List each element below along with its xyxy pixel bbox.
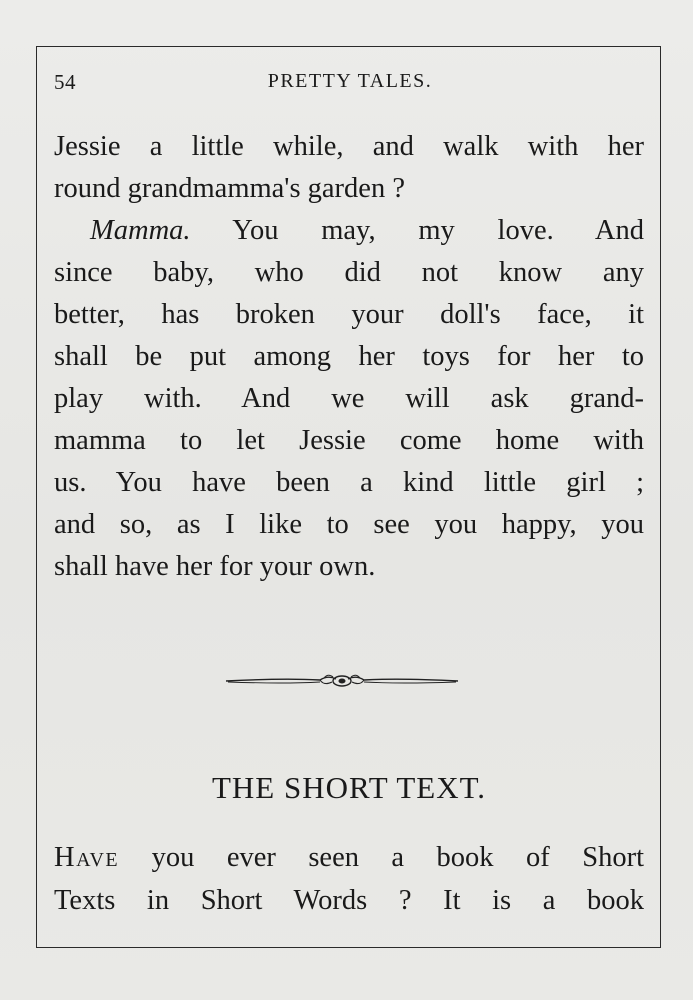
- text-line: [54, 210, 644, 252]
- text-line: us. You have been a kind little girl ;: [54, 467, 644, 498]
- text-line: Jessie a little while, and walk with her: [54, 131, 644, 162]
- text-line: mamma to let Jessie come home with: [54, 425, 644, 456]
- dialogue-passage: [54, 126, 644, 588]
- page-number: 54: [54, 70, 76, 94]
- ornament-divider-icon: [224, 670, 460, 692]
- line-rest: you ever seen a book of Short: [151, 842, 644, 873]
- speaker-name: Mamma.: [90, 215, 191, 246]
- speech-text: You may, my love. And: [232, 215, 644, 246]
- text-line: shall have her for your own.: [54, 551, 376, 582]
- text-line: shall be put among her toys for her to: [54, 341, 644, 372]
- text-line: better, has broken your doll's face, it: [54, 299, 644, 330]
- section-title: THE SHORT TEXT.: [211, 770, 487, 805]
- text-line: Texts in Short Words ? It is a book: [54, 885, 644, 916]
- page-header: [54, 70, 646, 100]
- text-line: [54, 836, 644, 879]
- text-line: play with. And we will ask grand-: [54, 383, 644, 414]
- text-line: since baby, who did not know any: [54, 257, 644, 288]
- section-passage: [54, 836, 644, 922]
- text-line: round grandmamma's garden ?: [54, 173, 405, 204]
- running-head: PRETTY TALES.: [267, 70, 433, 92]
- drop-word: Have: [54, 842, 120, 873]
- text-line: and so, as I like to see you happy, you: [54, 509, 644, 540]
